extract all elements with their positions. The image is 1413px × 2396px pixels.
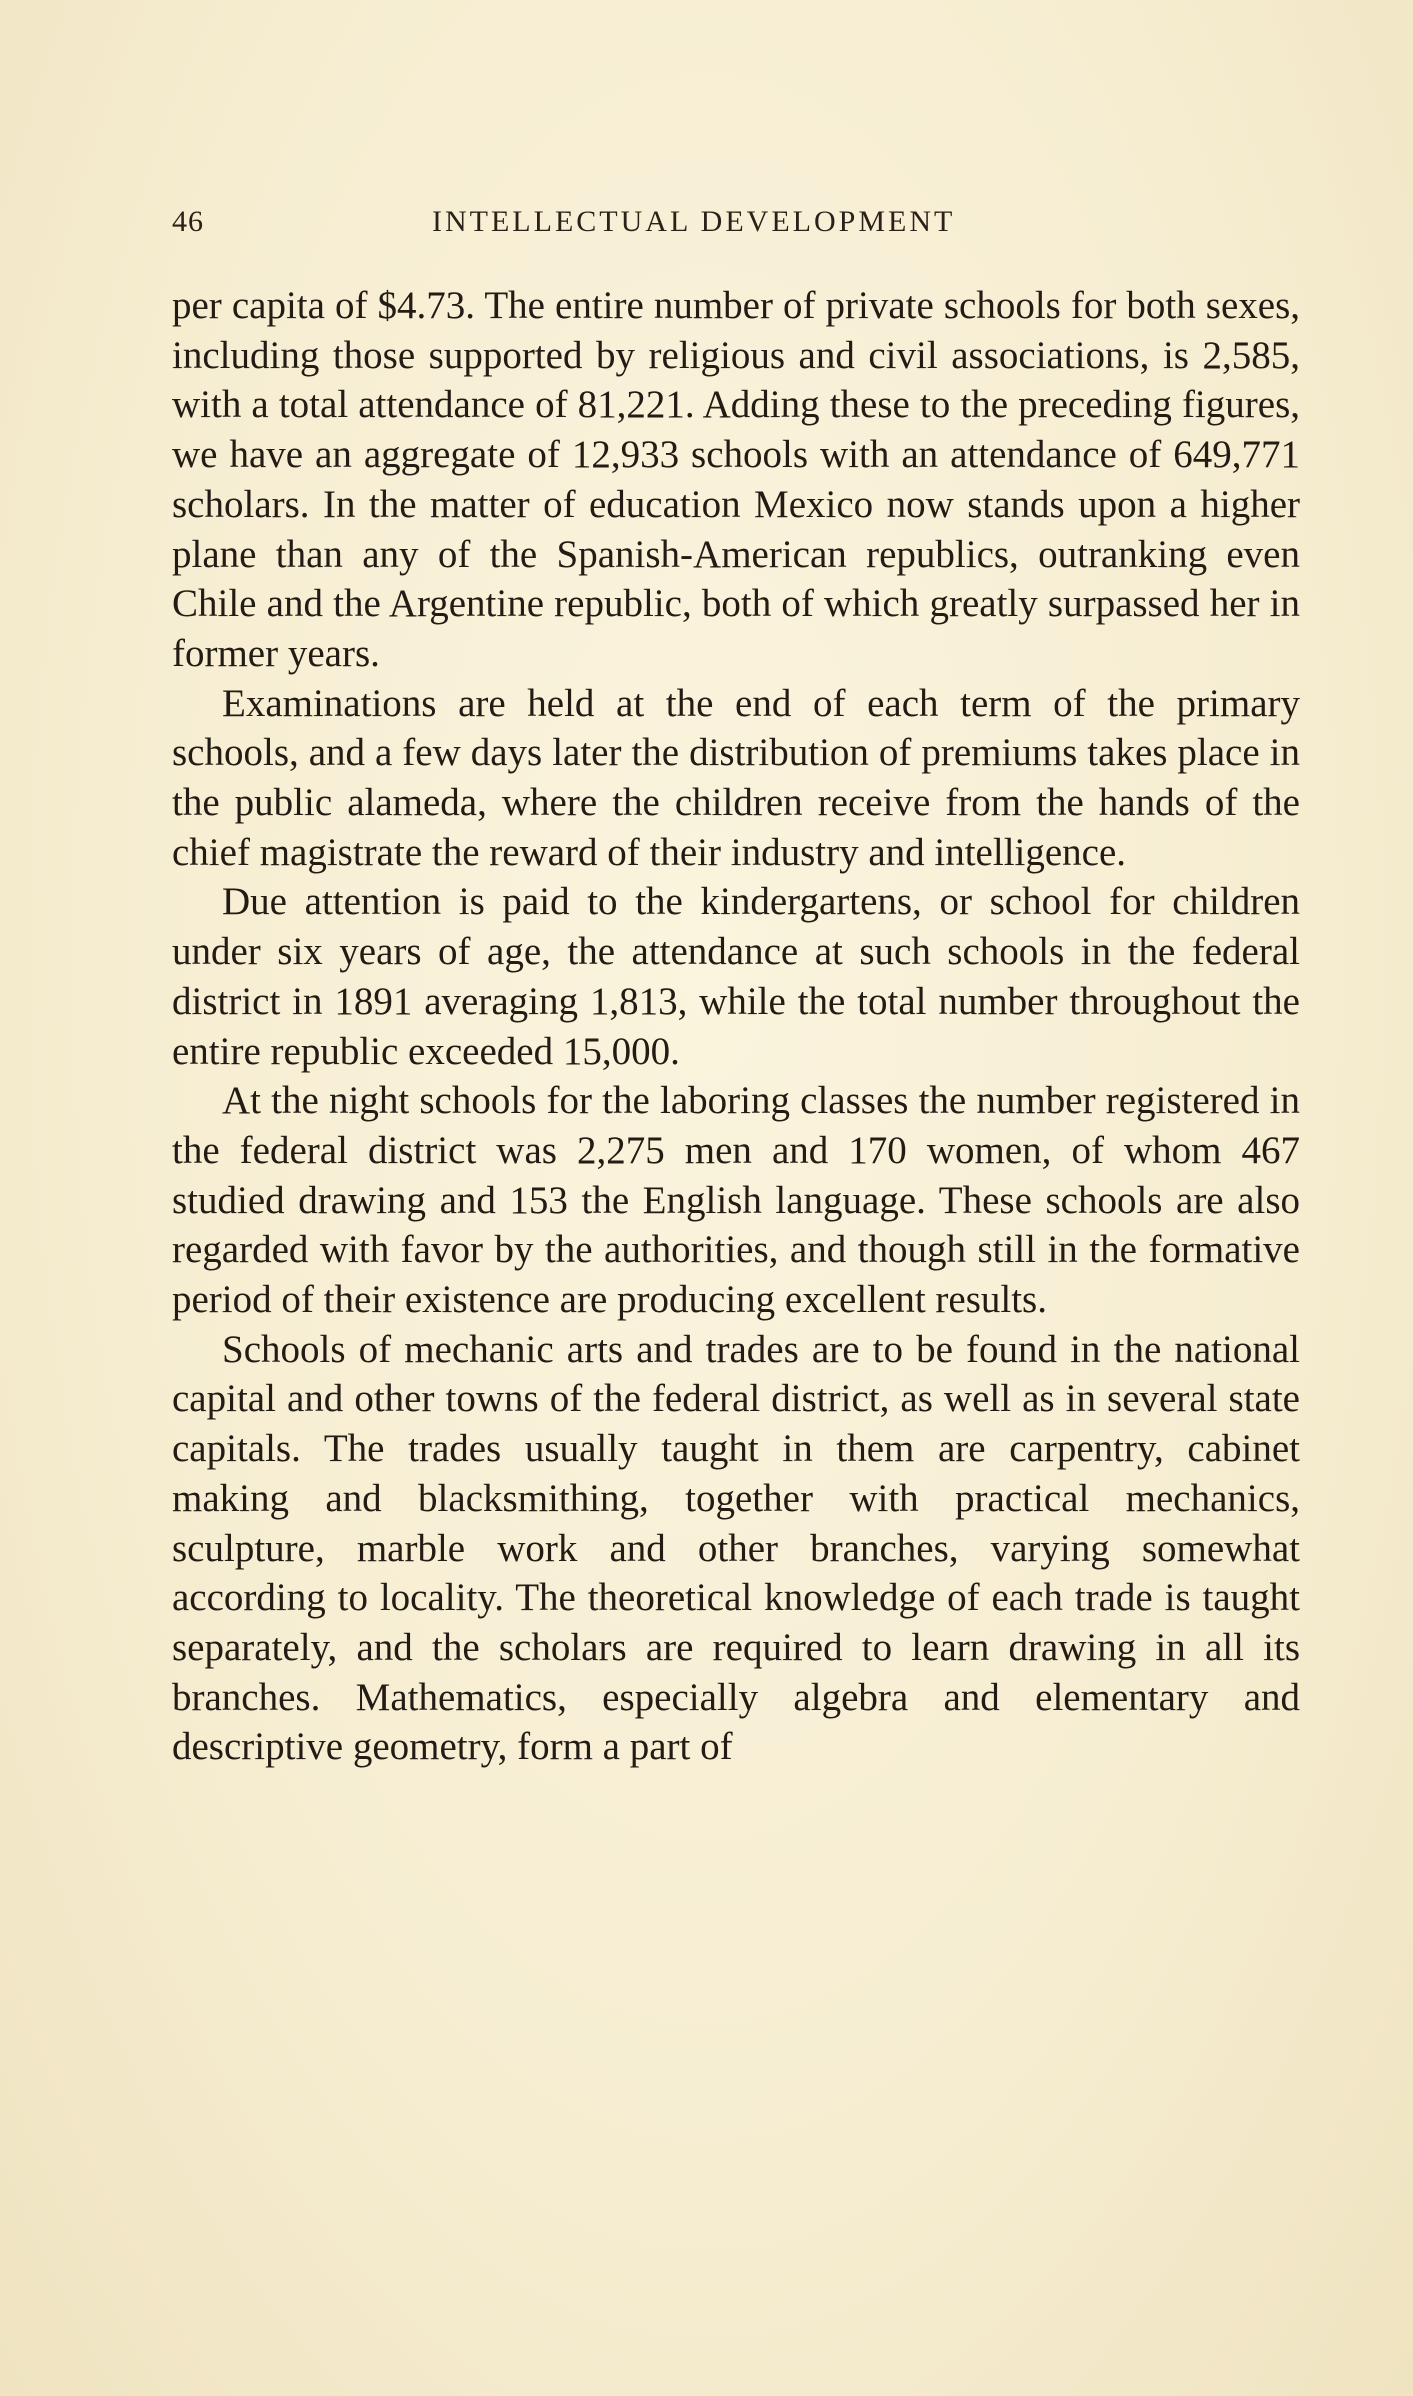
- paragraph-5: Schools of mechanic arts and trades are to be found in the national capital and other towns of the federal district, as well as in several state capitals. The trades usually taught in them are carpentry, cabinet making and blacksmithing, together with practical mechanics, sculpture, marble work and other branches, varying somewhat according to locality. The theoretical knowledge of each trade is taught separately, and the scholars are required to learn drawing in all its branches. Mathematics, especially algebra and elementary and descriptive geometry, form a part of: [172, 1327, 1300, 1769]
- paragraph-3: Due attention is paid to the kindergartens, or school for children under six years of age, the attendance at such schools in the federal district in 1891 averaging 1,813, while the total number throughout the entire republic exceeded 15,000.: [172, 880, 1300, 1073]
- page-number: 46: [172, 205, 204, 238]
- page-header: [172, 205, 1297, 245]
- body-text: [172, 281, 1300, 1772]
- paragraph-1: per capita of $4.73. The entire number of private schools for both sexes, including those supported by religious and civil associations, is 2,585, with a total attendance of 81,221. Adding these to the preceding figures, we have an aggregate of 12,933 schools with an attendance of 649,771 scholars. In the matter of education Mexico now stands upon a higher plane than any of the Spanish-American republics, outranking even Chile and the Argentine republic, both of which greatly surpassed her in former years.: [172, 284, 1300, 675]
- running-head: INTELLECTUAL DEVELOPMENT: [432, 205, 956, 238]
- paragraph-4: At the night schools for the laboring classes the number registered in the federal district was 2,275 men and 170 women, of whom 467 studied drawing and 153 the English language. These schools are also regarded with favor by the authorities, and though still in the formative period of their existence are producing excellent results.: [172, 1079, 1300, 1322]
- paragraph-2: Examinations are held at the end of each term of the primary schools, and a few days later the distribution of premiums takes place in the public alameda, where the children receive from the hands of the chief magistrate the reward of their industry and intelligence.: [172, 681, 1300, 874]
